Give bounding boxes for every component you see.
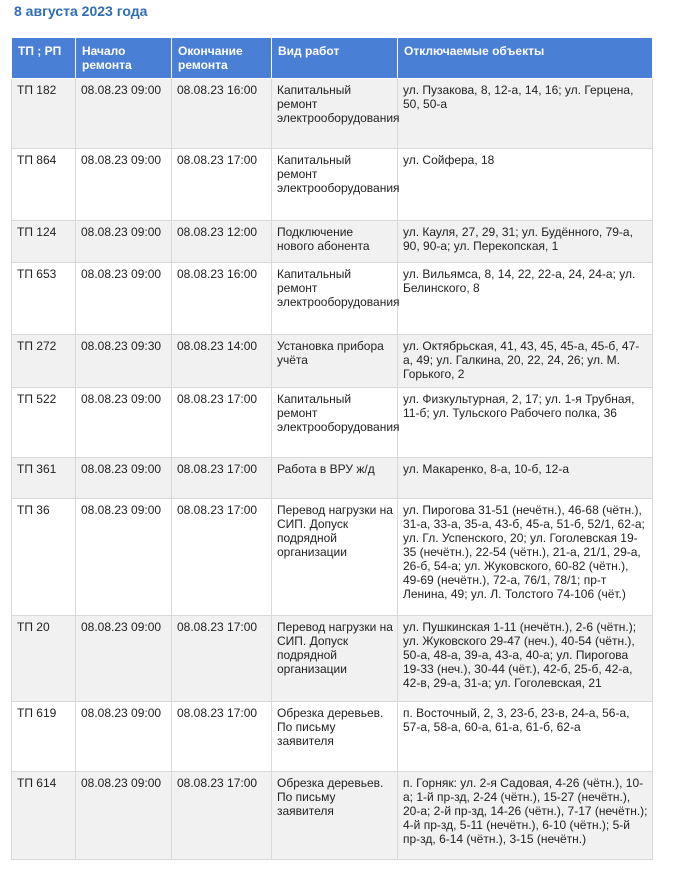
cell-end: 08.08.23 16:00 [172, 263, 272, 335]
header-start: Начало ремонта [76, 38, 172, 79]
cell-objects: ул. Октябрьская, 41, 43, 45, 45-а, 45-б, 47-а, 49; ул. Галкина, 20, 22, 24, 26; ул. М. Горького, 2 [398, 335, 653, 388]
cell-work: Капитальный ремонт электрооборудования [272, 263, 398, 335]
table-body [12, 79, 653, 860]
cell-end: 08.08.23 17:00 [172, 458, 272, 499]
cell-tp: ТП 20 [12, 616, 76, 702]
header-objects: Отключаемые объекты [398, 38, 653, 79]
cell-work: Капитальный ремонт электрооборудования [272, 149, 398, 221]
cell-tp: ТП 864 [12, 149, 76, 221]
table-row [12, 702, 653, 772]
cell-start: 08.08.23 09:00 [76, 499, 172, 616]
cell-objects: ул. Пушкинская 1-11 (нечётн.), 2-6 (чётн.); ул. Жуковского 29-47 (неч.), 40-54 (чётн.), 50-а, 48-а, 39-а, 43-а, 40-а; ул. Пирогова 19-33 (неч.), 30-44 (чёт.), 42-б, 25-б, 42-а, 42-в, 29-а, 31-а; ул. Гоголевская, 21 [398, 616, 653, 702]
cell-work: Перевод нагрузки на СИП. Допуск подрядной организации [272, 499, 398, 616]
page-title: 8 августа 2023 года [14, 3, 148, 19]
cell-end: 08.08.23 17:00 [172, 149, 272, 221]
table-row [12, 458, 653, 499]
cell-objects: п. Восточный, 2, 3, 23-б, 23-в, 24-а, 56-а, 57-а, 58-а, 60-а, 61-а, 61-б, 62-а [398, 702, 653, 772]
cell-work: Перевод нагрузки на СИП. Допуск подрядной организации [272, 616, 398, 702]
cell-work: Работа в ВРУ ж/д [272, 458, 398, 499]
cell-tp: ТП 36 [12, 499, 76, 616]
table-row [12, 616, 653, 702]
table-header [12, 38, 653, 79]
cell-start: 08.08.23 09:00 [76, 702, 172, 772]
cell-objects: ул. Макаренко, 8-а, 10-б, 12-а [398, 458, 653, 499]
table-row [12, 149, 653, 221]
cell-tp: ТП 182 [12, 79, 76, 149]
cell-work: Капитальный ремонт электрооборудования [272, 79, 398, 149]
table-row [12, 221, 653, 263]
cell-end: 08.08.23 17:00 [172, 388, 272, 458]
cell-end: 08.08.23 17:00 [172, 772, 272, 860]
cell-objects: ул. Сойфера, 18 [398, 149, 653, 221]
cell-work: Капитальный ремонт электрооборудования [272, 388, 398, 458]
header-end: Окончание ремонта [172, 38, 272, 79]
cell-tp: ТП 619 [12, 702, 76, 772]
cell-tp: ТП 522 [12, 388, 76, 458]
cell-tp: ТП 124 [12, 221, 76, 263]
cell-work: Подключение нового абонента [272, 221, 398, 263]
table-row [12, 335, 653, 388]
outage-schedule-table [11, 37, 653, 860]
table-row [12, 499, 653, 616]
cell-start: 08.08.23 09:00 [76, 79, 172, 149]
cell-end: 08.08.23 17:00 [172, 499, 272, 616]
cell-objects: ул. Пирогова 31-51 (нечётн.), 46-68 (чётн.), 31-а, 33-а, 35-а, 43-б, 45-а, 51-б, 52/1, 62-а; ул. Гл. Успенского, 20; ул. Гоголевская 19-35 (нечётн.), 22-54 (чётн.), 21-а, 21/1, 29-а, 26-б, 54-а; ул. Жуковского, 60-82 (чётн.), 49-69 (нечётн.), 72-а, 76/1, 78/1; пр-т Ленина, 49; ул. Л. Толстого 74-106 (чёт.) [398, 499, 653, 616]
cell-work: Установка прибора учёта [272, 335, 398, 388]
cell-end: 08.08.23 16:00 [172, 79, 272, 149]
cell-start: 08.08.23 09:30 [76, 335, 172, 388]
cell-end: 08.08.23 12:00 [172, 221, 272, 263]
cell-start: 08.08.23 09:00 [76, 388, 172, 458]
cell-tp: ТП 272 [12, 335, 76, 388]
table-row [12, 263, 653, 335]
cell-start: 08.08.23 09:00 [76, 458, 172, 499]
cell-start: 08.08.23 09:00 [76, 149, 172, 221]
table-row [12, 79, 653, 149]
cell-objects: п. Горняк: ул. 2-я Садовая, 4-26 (чётн.), 10-а; 1-й пр-зд, 2-24 (чётн.), 15-27 (нечётн.), 20-а; 2-й пр-зд, 14-26 (чётн.), 7-17 (нечётн.); 4-й пр-зд, 5-11 (нечётн.), 6-10 (чётн.); 5-й пр-зд, 6-14 (чётн.), 3-15 (нечётн.) [398, 772, 653, 860]
header-row [12, 38, 653, 79]
cell-start: 08.08.23 09:00 [76, 616, 172, 702]
cell-start: 08.08.23 09:00 [76, 221, 172, 263]
cell-objects: ул. Кауля, 27, 29, 31; ул. Будённого, 79-а, 90, 90-а; ул. Перекопская, 1 [398, 221, 653, 263]
cell-end: 08.08.23 17:00 [172, 616, 272, 702]
cell-tp: ТП 361 [12, 458, 76, 499]
cell-objects: ул. Пузакова, 8, 12-а, 14, 16; ул. Герцена, 50, 50-а [398, 79, 653, 149]
cell-work: Обрезка деревьев. По письму заявителя [272, 702, 398, 772]
cell-start: 08.08.23 09:00 [76, 263, 172, 335]
cell-tp: ТП 653 [12, 263, 76, 335]
cell-objects: ул. Вильямса, 8, 14, 22, 22-а, 24, 24-а; ул. Белинского, 8 [398, 263, 653, 335]
table-row [12, 388, 653, 458]
cell-start: 08.08.23 09:00 [76, 772, 172, 860]
cell-work: Обрезка деревьев. По письму заявителя [272, 772, 398, 860]
cell-end: 08.08.23 14:00 [172, 335, 272, 388]
header-tp: ТП ; РП [12, 38, 76, 79]
header-work: Вид работ [272, 38, 398, 79]
table-row [12, 772, 653, 860]
cell-end: 08.08.23 17:00 [172, 702, 272, 772]
cell-tp: ТП 614 [12, 772, 76, 860]
cell-objects: ул. Физкультурная, 2, 17; ул. 1-я Трубная, 11-б; ул. Тульского Рабочего полка, 36 [398, 388, 653, 458]
